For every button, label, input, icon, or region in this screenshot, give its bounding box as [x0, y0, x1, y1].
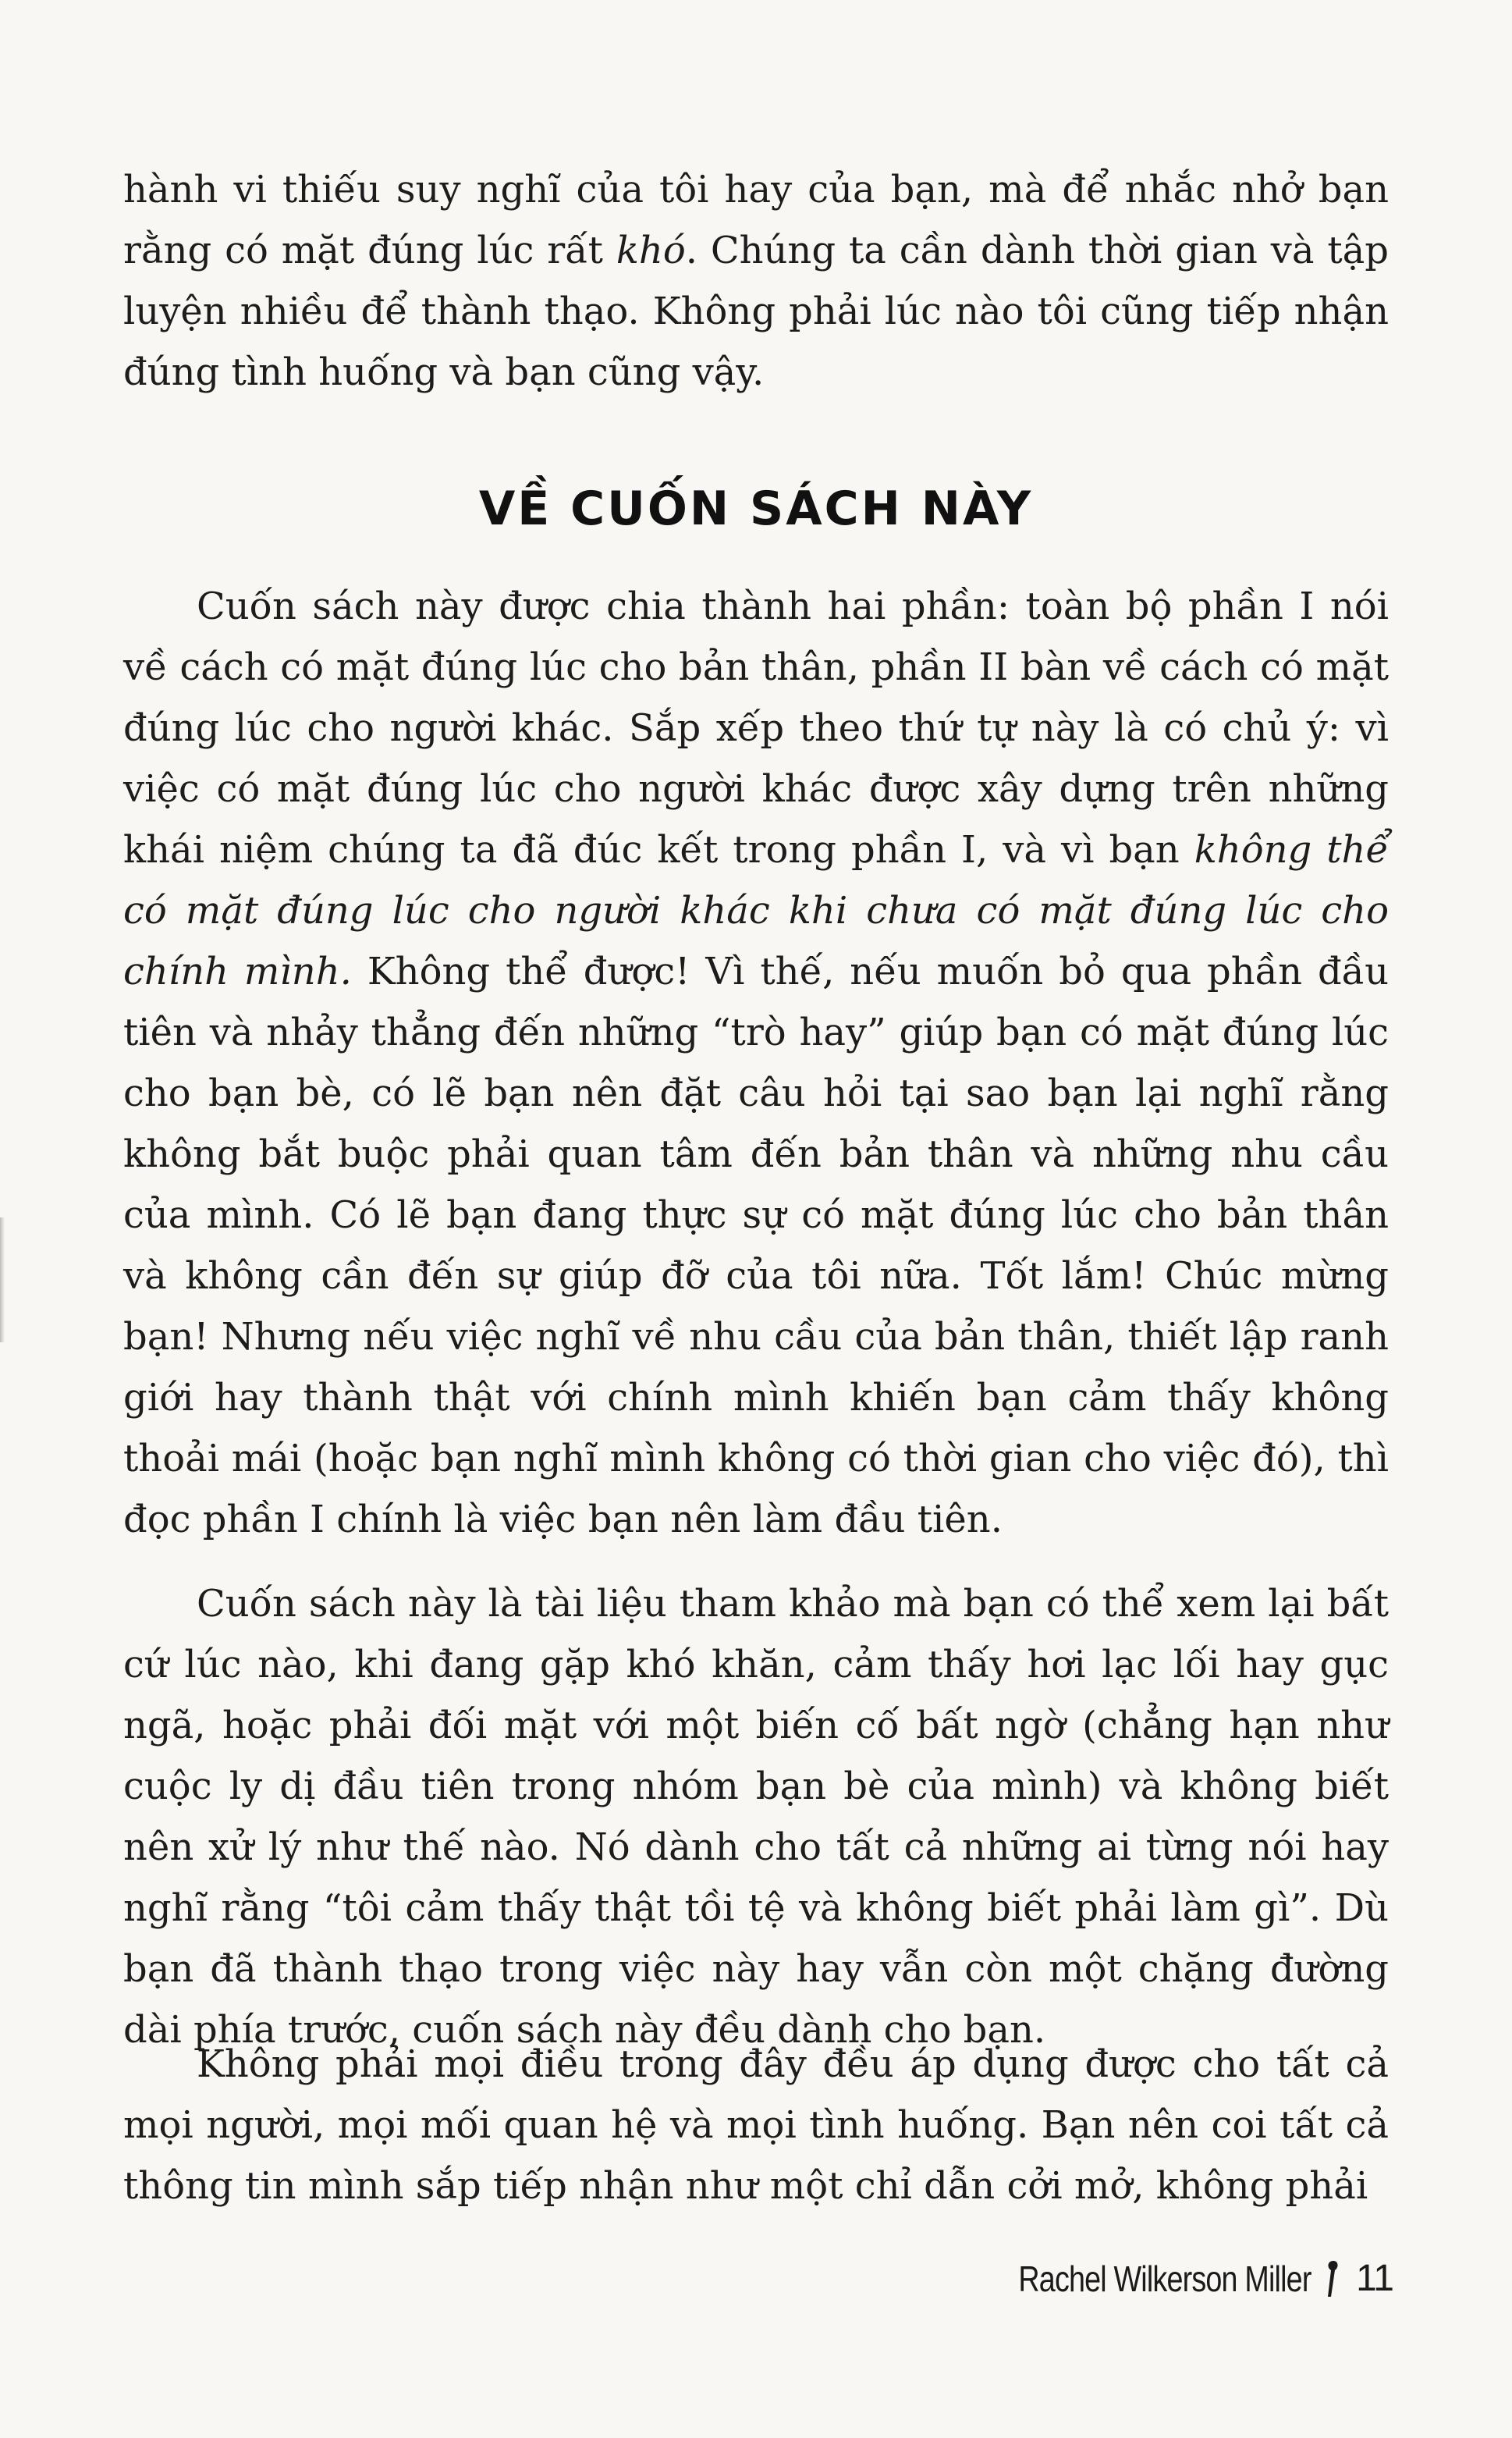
page-footer — [954, 2257, 1393, 2300]
para2-text: Cuốn sách này là tài liệu tham khảo mà bạn có thể xem lại bất cứ lúc nào, khi đang gặp khó khăn, cảm thấy hơi lạc lối hay gục ngã, hoặc phải đối mặt với một biến cố bất ngờ (chẳng hạn như cuộc ly dị đầu tiên trong nhóm bạn bè của mình) và không biết nên xử lý như thế nào. Nó dành cho tất cả những ai từng nói hay nghĩ rằng “tôi cảm thấy thật tồi tệ và không biết phải làm gì”. Dù bạn đã thành thạo trong việc này hay vẫn còn một chặng đường dài phía trước, cuốn sách này đều dành cho bạn. — [123, 1582, 1389, 2052]
paragraph-reference-use — [123, 1573, 1389, 2060]
ornament-icon — [1320, 2258, 1347, 2300]
para0-text-1: hành vi thiếu suy nghĩ của tôi hay của bạn, mà để nhắc nhở bạn rằng có mặt đúng lúc rất — [123, 168, 1389, 272]
para1-text-3: Không thể được! Vì thế, nếu muốn bỏ qua phần đầu tiên và nhảy thẳng đến những “trò hay” giúp bạn có mặt đúng lúc cho bạn bè, có lẽ bạn nên đặt câu hỏi tại sao bạn lại nghĩ rằng không bắt buộc phải quan tâm đến bản thân và những nhu cầu của mình. Có lẽ bạn đang thực sự có mặt đúng lúc cho bản thân và không cần đến sự giúp đỡ của tôi nữa. Tốt lắm! Chúc mừng bạn! Nhưng nếu việc nghĩ về nhu cầu của bản thân, thiết lập ranh giới hay thành thật với chính mình khiến bạn cảm thấy không thoải mái (hoặc bạn nghĩ mình không có thời gian cho việc đó), thì đọc phần I chính là việc bạn nên làm đầu tiên. — [123, 950, 1390, 1541]
paragraph-book-structure — [123, 576, 1389, 1550]
footer-author: Rachel Wilkerson Miller — [1017, 2258, 1311, 2299]
section-heading: VỀ CUỐN SÁCH NÀY — [478, 482, 1034, 536]
paragraph-not-universal — [123, 2034, 1389, 2216]
paragraph-continuation — [123, 159, 1389, 403]
para1-italic: không thể có mặt đúng lúc cho người khác khi chưa có mặt đúng lúc cho chính mình. — [123, 828, 1389, 993]
para1-text-1: Cuốn sách này được chia thành hai phần: toàn bộ phần I nói về cách có mặt đúng lúc cho bản thân, phần II bàn về cách có mặt đúng lúc cho người khác. Sắp xếp theo thứ tự này là có chủ ý: vì việc có mặt đúng lúc cho người khác được xây dựng trên những khái niệm chúng ta đã đúc kết trong phần I, và vì bạn — [123, 585, 1389, 872]
page-number: 11 — [1356, 2258, 1393, 2299]
page-edge-shadow — [0, 1217, 5, 1342]
para0-italic: khó — [616, 229, 686, 272]
para0-text-3: . Chúng ta cần dành thời gian và tập luyện nhiều để thành thạo. Không phải lúc nào tôi cũng tiếp nhận đúng tình huống và bạn cũng vậy. — [123, 229, 1390, 394]
para3-text: Không phải mọi điều trong đây đều áp dụng được cho tất cả mọi người, mọi mối quan hệ và mọi tình huống. Bạn nên coi tất cả thông tin mình sắp tiếp nhận như một chỉ dẫn cởi mở, không phải — [123, 2042, 1389, 2208]
